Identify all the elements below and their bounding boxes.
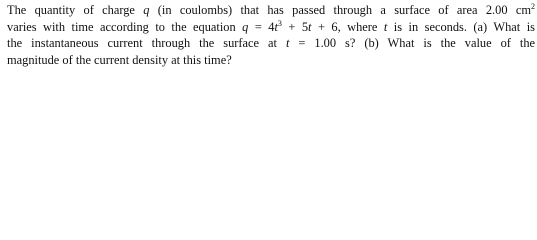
text-segment: = 1.00 s? (b) What is the value of the — [289, 36, 536, 50]
variable-t: t — [285, 36, 290, 50]
problem-line-3 — [7, 35, 535, 52]
text-segment: magnitude of the current density at this time? — [7, 52, 232, 67]
text-segment: varies with time according to the equation — [7, 19, 243, 34]
variable-t: t — [274, 19, 278, 34]
variable-t: t — [308, 19, 312, 34]
variable-t: t — [383, 19, 388, 34]
equation-segment: + 6, where — [311, 19, 384, 34]
exponent: 3 — [277, 18, 282, 28]
equation-segment: = 4 — [248, 19, 275, 34]
exponent: 2 — [531, 2, 535, 11]
problem-line-1 — [7, 2, 535, 19]
text-segment: (in coulombs) that has passed through a surface of area 2.00 cm — [149, 3, 531, 17]
text-segment: The quantity of charge — [7, 3, 144, 17]
text-segment: is in seconds. (a) What is — [387, 19, 535, 34]
equation-segment: + 5 — [281, 19, 309, 34]
variable-q: q — [242, 19, 249, 34]
text-segment: the instantaneous current through the surface at — [7, 36, 286, 50]
problem-line-4 — [7, 52, 535, 69]
problem-text — [7, 2, 535, 68]
problem-line-2 — [7, 19, 535, 36]
variable-q: q — [143, 3, 150, 17]
